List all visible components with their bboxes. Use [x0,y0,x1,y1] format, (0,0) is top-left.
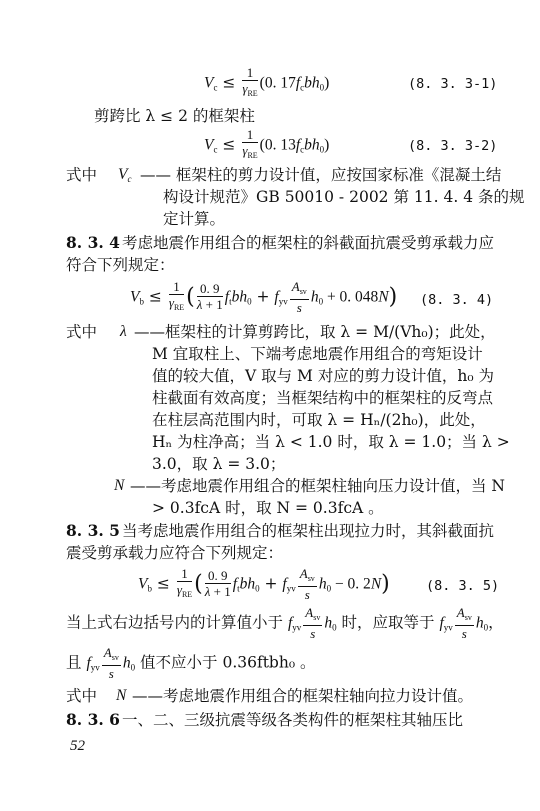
section-text: 震受剪承载力应符合下列规定： [66,544,284,562]
paragraph-text: 当上式右边括号内的计算值小于 [66,613,284,632]
paragraph-text: 且 [66,653,82,672]
paragraph-text: 值不应小于 0.36ftbh₀ 。 [140,653,316,672]
equation-number: (8. 3. 3-1) [408,76,498,92]
paragraph-text: 时，应取等于 [341,613,435,632]
symbol-n: N [114,477,125,494]
equation-8-3-3-1: $V_c$ ≤ $\frac{1}{\gamma_{RE}}$ (0. $17f_cbh_0$) [204,65,330,98]
equation-number: (8. 3. 5) [426,578,500,594]
lambda-definition-line: M 宜取柱上、下端考虑地震作用组合的弯矩设计 [152,345,483,363]
where-label: 式中 [66,323,98,341]
equation-number: (8. 3. 4) [420,292,494,308]
symbol-vc: $V_c$ [118,166,132,184]
n-definition-line: ——考虑地震作用组合的框架柱轴向压力设计值，当 N [130,477,505,495]
lambda-definition-line: Hₙ 为柱净高；当 λ < 1.0 时，取 λ = 1.0；当 λ > [152,433,510,451]
section-number: 8. 3. 6 [66,710,120,729]
lambda-definition-line: 值的较大值，V 取与 M 对应的剪力设计值，h₀ 为 [152,367,494,385]
paragraph-line: 且 $f_{yv}$ $\frac{A_{sv}}{s}$ $h_0$ 值不应小于 0.36ftbh₀ 。 [66,645,316,681]
section-text: 考虑地震作用组合的框架柱的斜截面抗震受剪承载力应 [122,234,495,252]
section-number: 8. 3. 5 [66,521,120,540]
page-number: 52 [70,738,85,754]
where-label: 式中 [66,687,98,705]
equation-8-3-5: $V_b$ ≤ $\frac{1}{\gamma_{RE}}$ ( $\frac{0. 9}{\lambda + 1}$ $f_tbh_0 + f_{yv}$ $\frac{A_{sv}}{s}$ $h_0 - 0$. 2N) [138,566,390,602]
equation-number: (8. 3. 3-2) [408,138,498,154]
symbol-lambda: λ [120,323,127,340]
vc-definition-line: 构设计规范》GB 50010 - 2002 第 11. 4. 4 条的规 [163,188,525,206]
equation-8-3-3-2: $V_c$ ≤ $\frac{1}{\gamma_{RE}}$ (0. $13f_cbh_0$) [204,127,330,160]
shear-ratio-heading: 剪跨比 λ ≤ 2 的框架柱 [94,107,255,125]
lambda-definition-line: ——框架柱的计算剪跨比，取 λ = M/(Vh₀)；此处， [134,323,496,341]
lambda-definition-line: 3.0，取 λ = 3.0； [152,455,286,473]
section-number: 8. 3. 4 [66,233,120,252]
section-text: 符合下列规定： [66,256,175,274]
section-text: 当考虑地震作用组合的框架柱出现拉力时，其斜截面抗 [122,522,495,540]
n-definition-line: > 0.3fcA 时，取 N = 0.3fcA 。 [152,499,384,517]
lambda-definition-line: 在柱层高范围内时，可取 λ = Hₙ/(2h₀)，此处， [152,411,486,429]
vc-definition-line: —— 框架柱的剪力设计值，应按国家标准《混凝土结 [140,166,502,184]
vc-definition-line: 定计算。 [163,210,226,228]
paragraph-line: 当上式右边括号内的计算值小于 $f_{yv}$ $\frac{A_{sv}}{s}$ $h_0$ 时，应取等于 $f_{yv}$ $\frac{A_{sv}}{s}$ $h_0$， [66,605,504,641]
where-label: 式中 [66,166,98,184]
section-text: 一、二、三级抗震等级各类构件的框架柱其轴压比 [122,711,464,729]
n-definition-line: ——考虑地震作用组合的框架柱轴向拉力设计值。 [132,687,474,705]
lambda-definition-line: 柱截面有效高度；当框架结构中的框架柱的反弯点 [152,389,494,407]
equation-8-3-4: $V_b$ ≤ $\frac{1}{\gamma_{RE}}$ ( $\frac{0. 9}{\lambda + 1}$ $f_tbh_0 + f_{yv}$ $\frac{A_{sv}}{s}$ $h_0 + 0$. 048N) [130,279,398,315]
symbol-n: N [116,687,127,704]
